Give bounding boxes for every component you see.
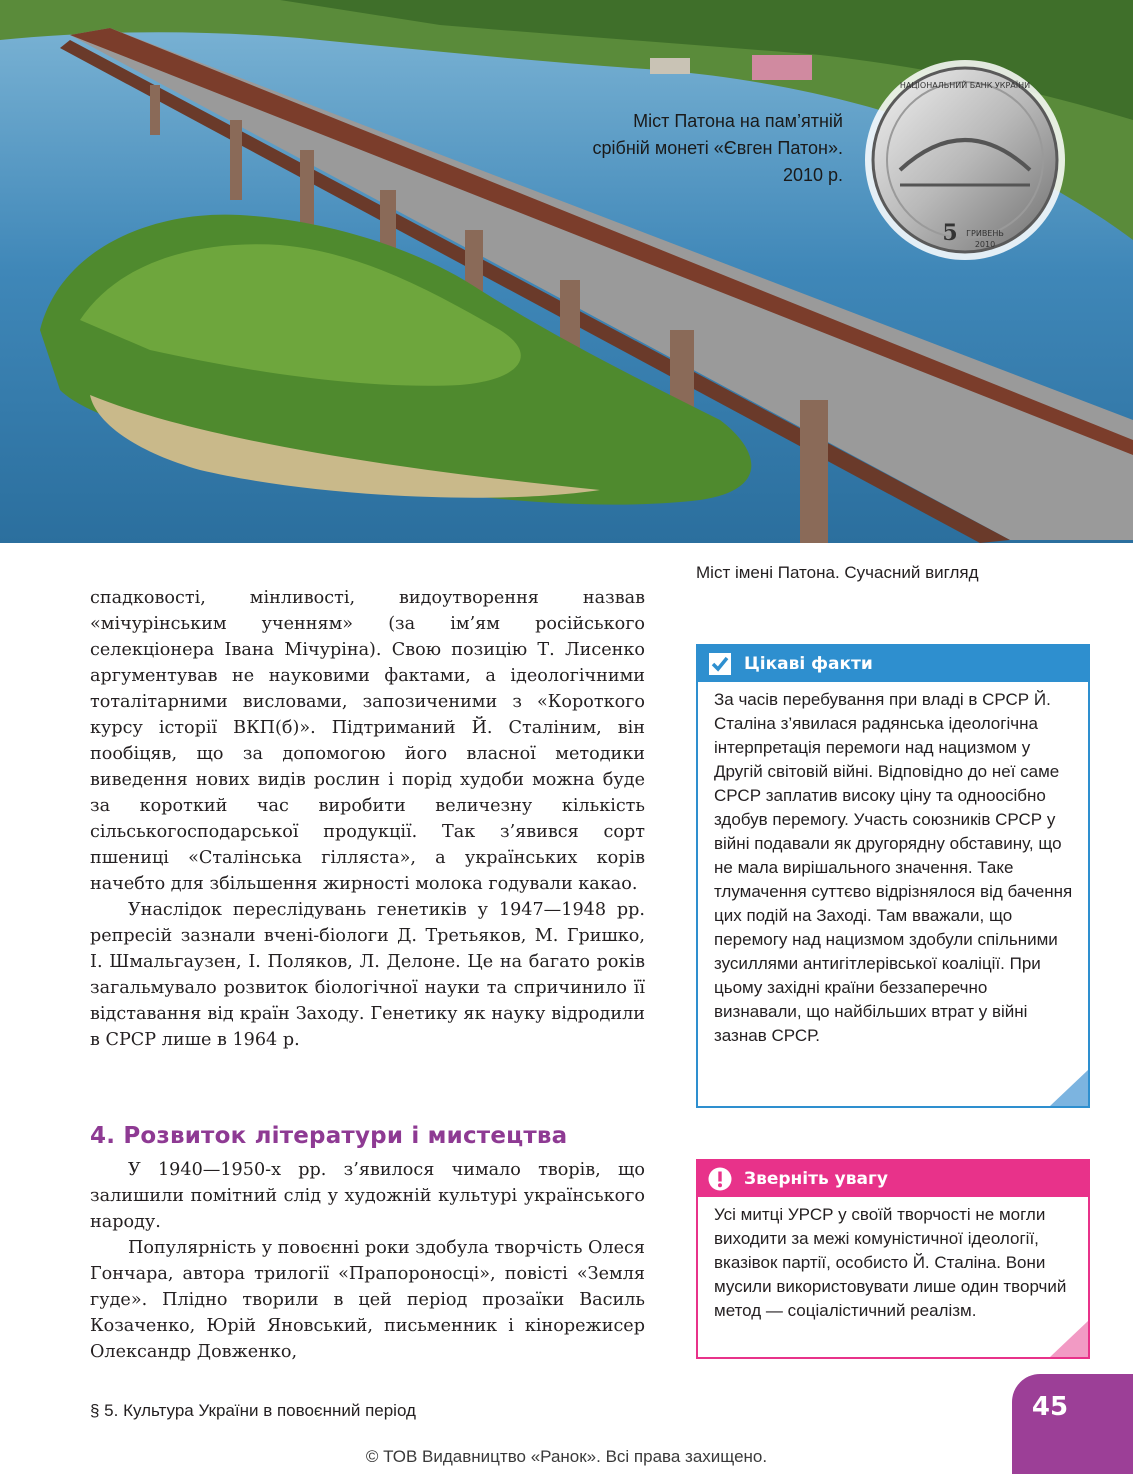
main-text-top (90, 585, 645, 1053)
bridge-illustration (0, 0, 1133, 543)
facts-text: За часів перебування при владі в СРСР Й. Сталіна з’явилася радянська ідеологічна інтерпретація перемоги над нацизмом у Другій світовій війні. Відповідно до неї саме СРСР заплатив високу ціну та одноосібно здобув перемогу. Участь союзників СРСР у війні подавали як другорядну обставину, що не мала вирішального значення. Таке тлумачення суттєво відрізнялося від бачення цих подій на Заході. Там вважали, що перемогу над нацизмом здобули спільними зусиллями антигітлерівської коаліції. При цьому західні країни беззаперечно визнавали, що найбільших втрат у війні зазнав СРСР. (714, 690, 1073, 1045)
coin-year: 2010 (974, 240, 996, 249)
attention-box (696, 1159, 1090, 1359)
attention-header (698, 1161, 1088, 1197)
section-heading: 4. Розвиток літератури і мистецтва (90, 1123, 568, 1149)
facts-body (698, 682, 1088, 1058)
photo-subcaption: Міст імені Патона. Сучасний вигляд (696, 563, 979, 582)
coin-currency: ГРИВЕНЬ (966, 229, 1004, 238)
footer-section-title: § 5. Культура України в повоєнний період (90, 1401, 416, 1420)
coin-value: 5 (942, 220, 958, 246)
corner-decoration (1050, 1070, 1088, 1106)
attention-title: Зверніть увагу (744, 1169, 888, 1189)
paragraph-2: Унаслідок переслідувань генетиків у 1947—1948 рр. репресій зазнали вчені-біологи Д. Третьяков, М. Гришко, І. Шмальгаузен, І. Поляков, Л. Делоне. Це на багато років загальмувало розвиток біологічної науки та спричинило її відставання від країн Заходу. Генетику як науку відродили в СРСР лише в 1964 р. (90, 900, 645, 1050)
copyright: © ТОВ Видавництво «Ранок». Всі права захищено. (365, 1447, 768, 1466)
paragraph-1: спадковості, мінливості, видоутворення назвав «мічурінським ученням» (за ім’ям російського селекціонера Івана Мічуріна). Свою позицію Т. Лисенко аргументував не науковими фактами, а ідеологічними тоталітарними висловами, запозиченими з «Короткого курсу історії ВКП(б)». Підтриманий Й. Сталіним, він пообіцяв, що за допомогою його власної методики виведення нових видів рослин і порід худоби можна буде за короткий час виробити величезну кількість сільськогосподарської продукції. Так з’явився сорт пшениці «Сталінська гілляста», а українських корів начебто для збільшення жирності молока годували какао. (90, 588, 645, 894)
coin-inscription: НАЦІОНАЛЬНИЙ БАНК УКРАЇНИ (899, 81, 1031, 90)
checkmark-icon (708, 652, 732, 676)
bridge-photo (0, 0, 1133, 543)
facts-title: Цікаві факти (744, 654, 873, 674)
main-text-bottom (90, 1157, 645, 1365)
coin-caption: Міст Патона на пам’ятній срібній монеті «Євген Патон». 2010 р. (592, 111, 843, 185)
corner-decoration (1050, 1321, 1088, 1357)
attention-body (698, 1197, 1088, 1333)
facts-header (698, 646, 1088, 682)
attention-text: Усі митці УРСР у своїй творчості не могли виходити за межі комуністичної ідеології, вказівок партії, особисто Й. Сталіна. Вони мусили використовувати лише один творчий метод — соціалістичний реалізм. (714, 1205, 1067, 1320)
interesting-facts-box (696, 644, 1090, 1108)
exclamation-icon (708, 1167, 732, 1191)
page-number: 45 (1031, 1392, 1069, 1422)
paragraph-4: Популярність у повоєнні роки здобула творчість Олеся Гончара, автора трилогії «Прапороносці», повісті «Земля гуде». Плідно творили в цей період прозаїки Василь Козаченко, Юрій Яновський, письменник і кінорежисер Олександр Довженко, (90, 1238, 645, 1362)
paragraph-3: У 1940—1950-х рр. з’явилося чимало творів, що залишили помітний слід у художній культурі українського народу. (90, 1160, 645, 1232)
